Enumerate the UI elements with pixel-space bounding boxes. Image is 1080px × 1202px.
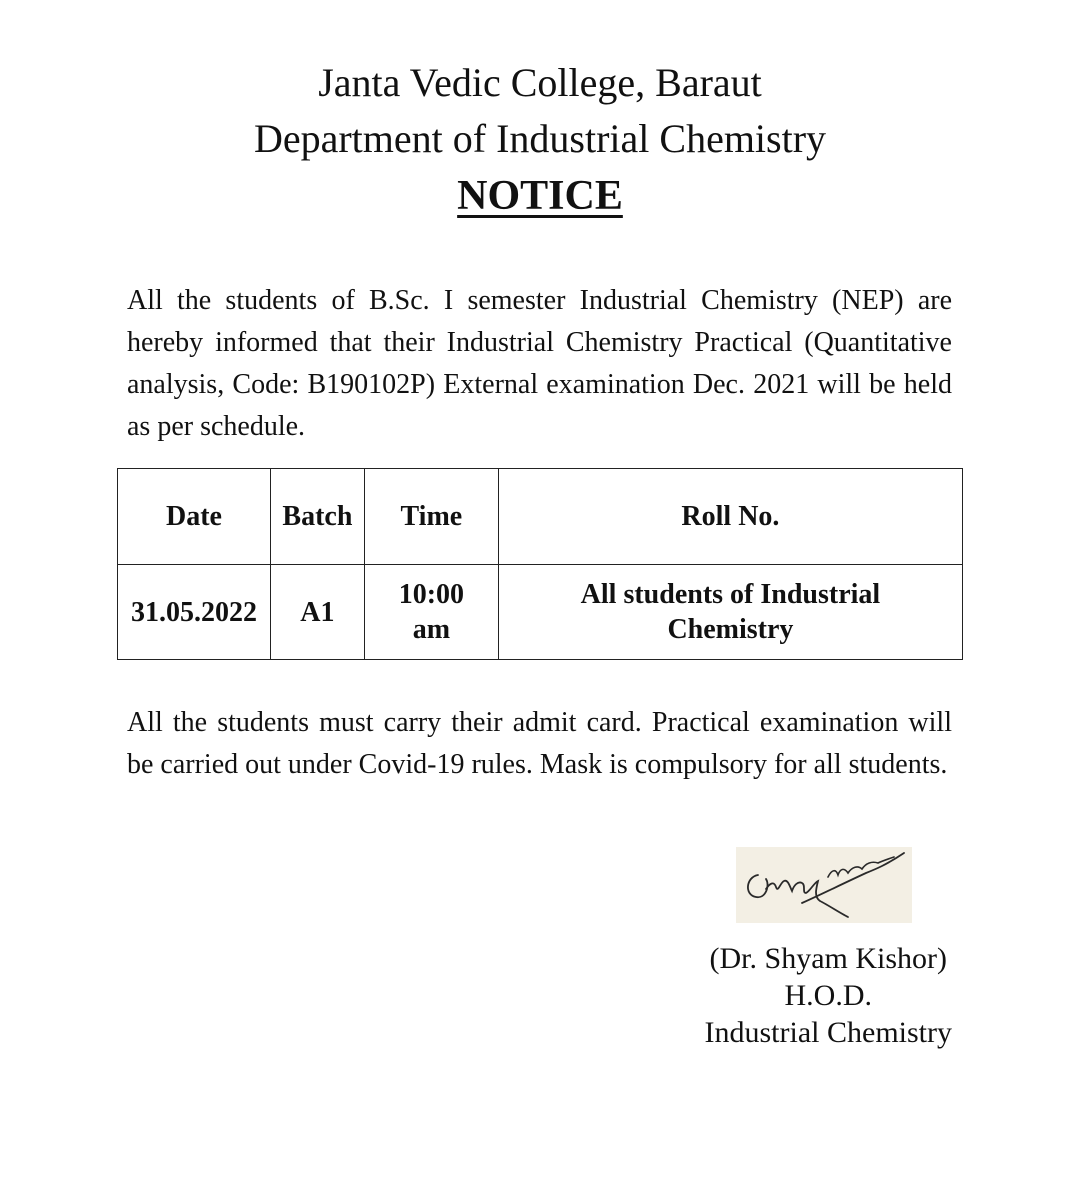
intro-paragraph: All the students of B.Sc. I semester Industrial Chemistry (NEP) are hereby informed that their Industrial Chemistry Practical (Quantitative analysis, Code: B190102P) External examination Dec. 2021 will be held as per schedule. bbox=[127, 285, 952, 442]
notice-title-text: NOTICE bbox=[457, 173, 623, 219]
cell-roll-no-text: All students of Industrial Chemistry bbox=[580, 579, 881, 645]
cell-roll-no bbox=[498, 565, 962, 660]
cell-batch: A1 bbox=[270, 565, 364, 660]
signature-image bbox=[736, 847, 912, 923]
column-header-date: Date bbox=[118, 469, 271, 565]
column-header-batch: Batch bbox=[270, 469, 364, 565]
notice-title bbox=[0, 170, 1080, 222]
cell-date: 31.05.2022 bbox=[118, 565, 271, 660]
column-header-roll-no: Roll No. bbox=[498, 469, 962, 565]
table-header-row bbox=[118, 469, 963, 565]
cell-time-text: 10:00 am bbox=[398, 579, 465, 645]
department-name: Department of Industrial Chemistry bbox=[253, 116, 827, 161]
college-name: Janta Vedic College, Baraut bbox=[318, 60, 762, 105]
schedule-table bbox=[117, 468, 963, 660]
column-header-time: Time bbox=[364, 469, 498, 565]
signatory-name: (Dr. Shyam Kishor) bbox=[709, 942, 947, 975]
signatory-designation: H.O.D. bbox=[784, 979, 872, 1012]
signature-icon bbox=[736, 847, 912, 923]
signatory-department: Industrial Chemistry bbox=[704, 1016, 952, 1049]
closing-paragraph: All the students must carry their admit card. Practical examination will be carried out under Covid-19 rules. Mask is compulsory for all students. bbox=[127, 707, 952, 780]
table-row bbox=[118, 565, 963, 660]
signatory-block bbox=[705, 940, 952, 1051]
cell-time bbox=[364, 565, 498, 660]
